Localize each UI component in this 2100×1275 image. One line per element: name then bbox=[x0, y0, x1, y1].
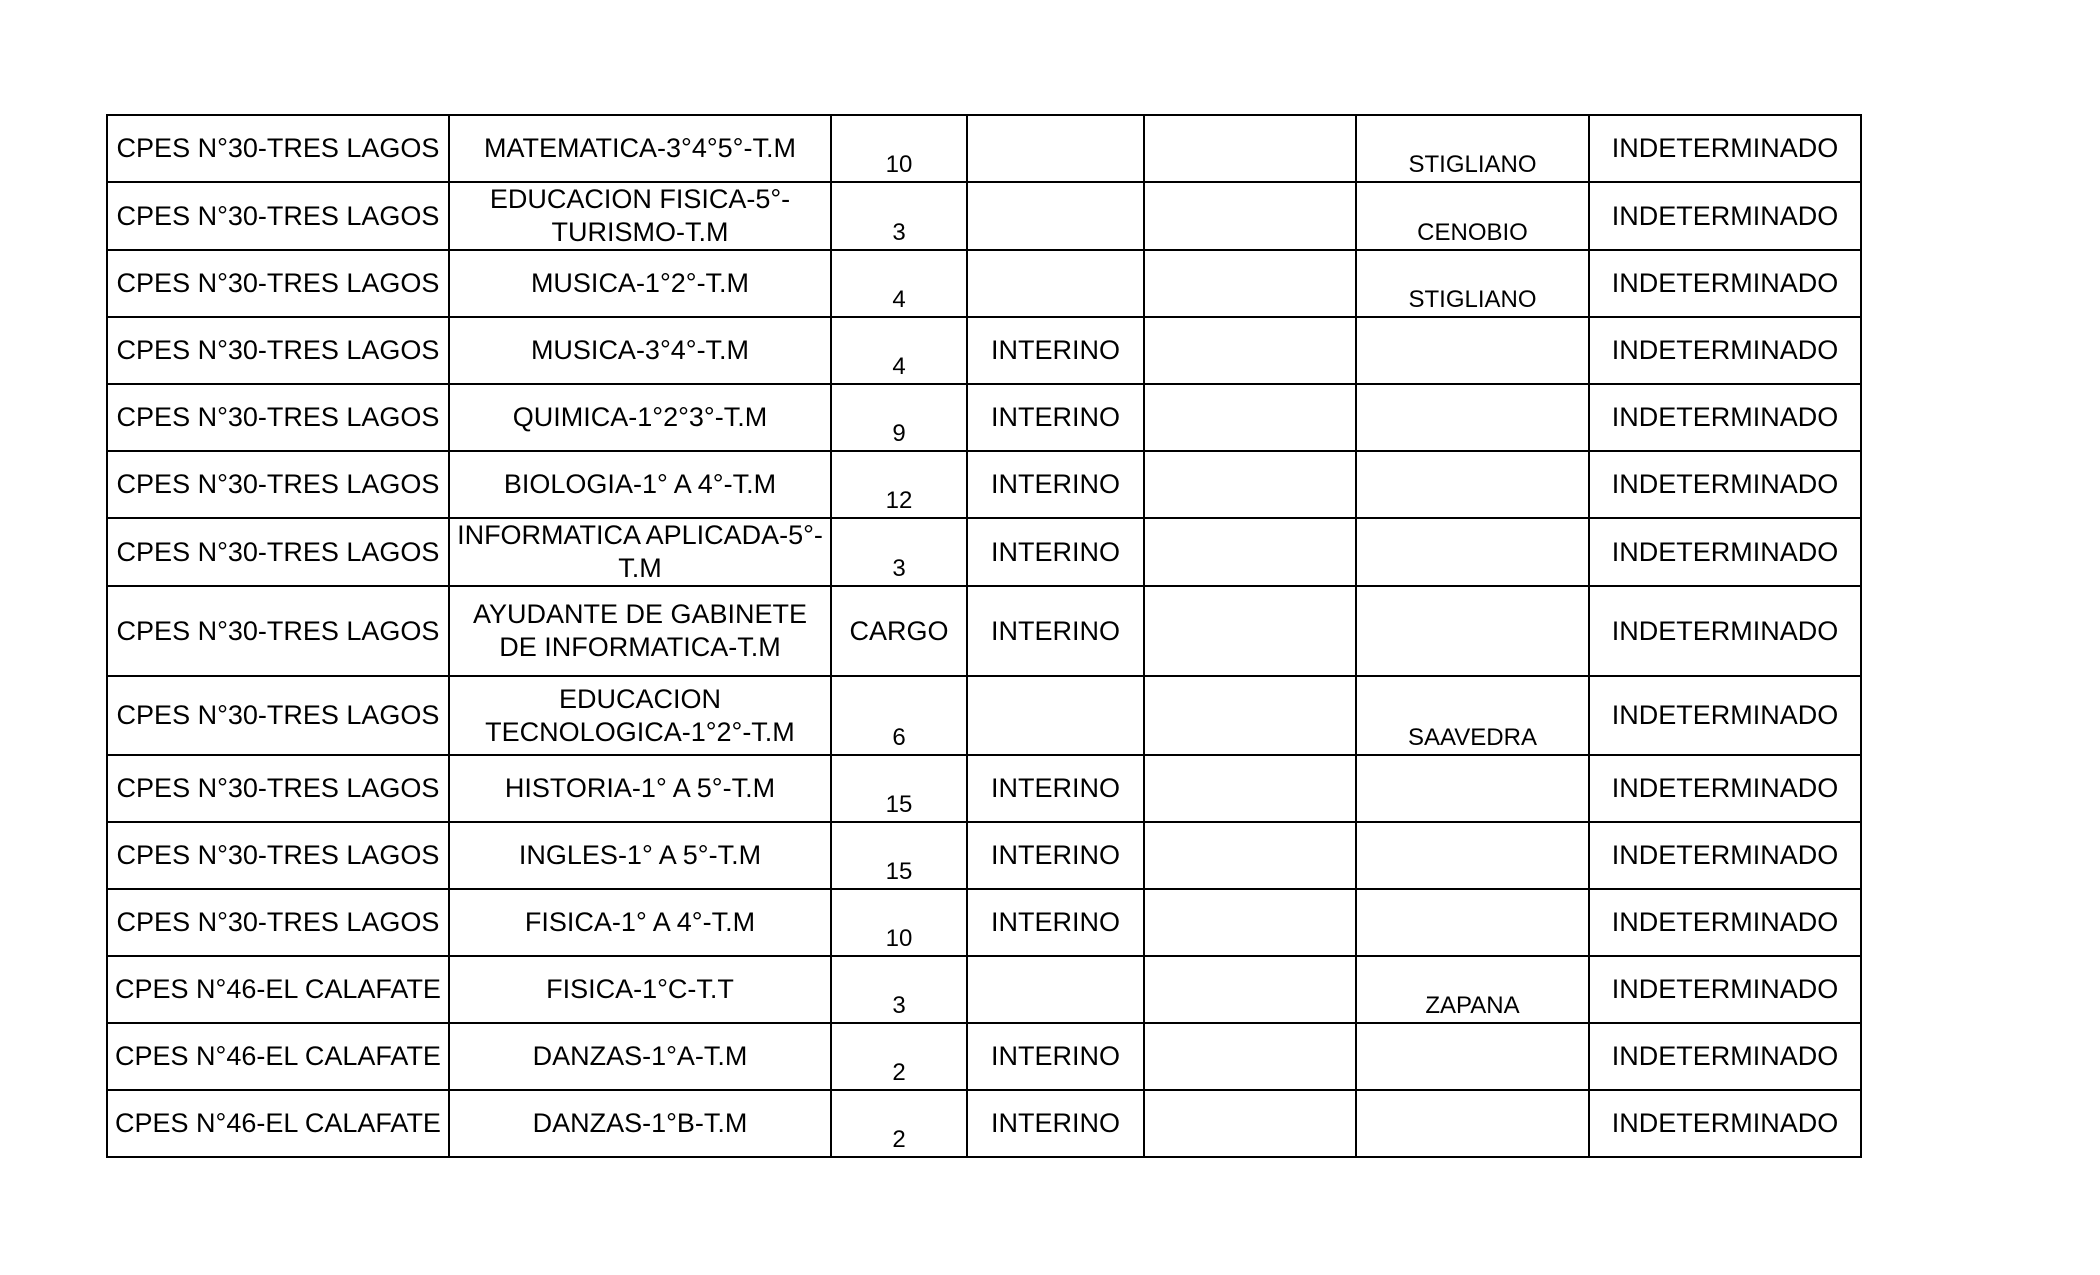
subject-cell: AYUDANTE DE GABINETE DE INFORMATICA-T.M bbox=[449, 586, 831, 676]
status-cell: INTERINO bbox=[967, 518, 1144, 586]
hours-cell: 10 bbox=[831, 115, 967, 182]
school-cell: CPES N°30-TRES LAGOS bbox=[107, 115, 449, 182]
name-cell bbox=[1356, 518, 1589, 586]
subject-cell: BIOLOGIA-1° A 4°-T.M bbox=[449, 451, 831, 518]
school-cell: CPES N°30-TRES LAGOS bbox=[107, 755, 449, 822]
extra-cell bbox=[1144, 586, 1356, 676]
extra-cell bbox=[1144, 676, 1356, 755]
extra-cell bbox=[1144, 1090, 1356, 1157]
period-cell: INDETERMINADO bbox=[1589, 518, 1861, 586]
status-cell: INTERINO bbox=[967, 586, 1144, 676]
subject-cell: DANZAS-1°A-T.M bbox=[449, 1023, 831, 1090]
extra-cell bbox=[1144, 956, 1356, 1023]
table-row bbox=[107, 889, 1861, 956]
name-cell bbox=[1356, 586, 1589, 676]
school-cell: CPES N°30-TRES LAGOS bbox=[107, 518, 449, 586]
school-cell: CPES N°46-EL CALAFATE bbox=[107, 1090, 449, 1157]
hours-cell: 4 bbox=[831, 317, 967, 384]
table-row bbox=[107, 755, 1861, 822]
hours-cell: 9 bbox=[831, 384, 967, 451]
name-cell bbox=[1356, 1090, 1589, 1157]
subject-cell: DANZAS-1°B-T.M bbox=[449, 1090, 831, 1157]
status-cell: INTERINO bbox=[967, 1090, 1144, 1157]
table-row bbox=[107, 1023, 1861, 1090]
extra-cell bbox=[1144, 182, 1356, 250]
school-cell: CPES N°46-EL CALAFATE bbox=[107, 956, 449, 1023]
period-cell: INDETERMINADO bbox=[1589, 384, 1861, 451]
name-cell: ZAPANA bbox=[1356, 956, 1589, 1023]
name-cell: SAAVEDRA bbox=[1356, 676, 1589, 755]
status-cell bbox=[967, 250, 1144, 317]
hours-cell: 2 bbox=[831, 1090, 967, 1157]
school-cell: CPES N°30-TRES LAGOS bbox=[107, 182, 449, 250]
school-cell: CPES N°30-TRES LAGOS bbox=[107, 586, 449, 676]
school-cell: CPES N°30-TRES LAGOS bbox=[107, 889, 449, 956]
period-cell: INDETERMINADO bbox=[1589, 182, 1861, 250]
name-cell bbox=[1356, 889, 1589, 956]
status-cell bbox=[967, 956, 1144, 1023]
hours-cell: 3 bbox=[831, 518, 967, 586]
hours-cell: 4 bbox=[831, 250, 967, 317]
status-cell: INTERINO bbox=[967, 451, 1144, 518]
extra-cell bbox=[1144, 1023, 1356, 1090]
table-row bbox=[107, 115, 1861, 182]
status-cell bbox=[967, 676, 1144, 755]
extra-cell bbox=[1144, 451, 1356, 518]
subject-cell: MATEMATICA-3°4°5°-T.M bbox=[449, 115, 831, 182]
name-cell: STIGLIANO bbox=[1356, 250, 1589, 317]
extra-cell bbox=[1144, 250, 1356, 317]
school-cell: CPES N°46-EL CALAFATE bbox=[107, 1023, 449, 1090]
subject-cell: FISICA-1° A 4°-T.M bbox=[449, 889, 831, 956]
name-cell: CENOBIO bbox=[1356, 182, 1589, 250]
school-cell: CPES N°30-TRES LAGOS bbox=[107, 451, 449, 518]
table-row bbox=[107, 1090, 1861, 1157]
period-cell: INDETERMINADO bbox=[1589, 115, 1861, 182]
status-cell: INTERINO bbox=[967, 822, 1144, 889]
hours-cell: 10 bbox=[831, 889, 967, 956]
table-row bbox=[107, 822, 1861, 889]
hours-cell: 15 bbox=[831, 822, 967, 889]
table-row bbox=[107, 317, 1861, 384]
hours-cell: CARGO bbox=[831, 586, 967, 676]
subject-cell: MUSICA-3°4°-T.M bbox=[449, 317, 831, 384]
name-cell bbox=[1356, 755, 1589, 822]
vacancies-table bbox=[106, 114, 1862, 1158]
hours-cell: 3 bbox=[831, 182, 967, 250]
status-cell: INTERINO bbox=[967, 889, 1144, 956]
table-row bbox=[107, 182, 1861, 250]
table-row bbox=[107, 676, 1861, 755]
subject-cell: FISICA-1°C-T.T bbox=[449, 956, 831, 1023]
school-cell: CPES N°30-TRES LAGOS bbox=[107, 317, 449, 384]
extra-cell bbox=[1144, 822, 1356, 889]
table-row bbox=[107, 956, 1861, 1023]
subject-cell: HISTORIA-1° A 5°-T.M bbox=[449, 755, 831, 822]
status-cell bbox=[967, 182, 1144, 250]
hours-cell: 12 bbox=[831, 451, 967, 518]
hours-cell: 2 bbox=[831, 1023, 967, 1090]
status-cell: INTERINO bbox=[967, 384, 1144, 451]
subject-cell: EDUCACION TECNOLOGICA-1°2°-T.M bbox=[449, 676, 831, 755]
subject-cell: INGLES-1° A 5°-T.M bbox=[449, 822, 831, 889]
period-cell: INDETERMINADO bbox=[1589, 317, 1861, 384]
status-cell: INTERINO bbox=[967, 755, 1144, 822]
school-cell: CPES N°30-TRES LAGOS bbox=[107, 676, 449, 755]
hours-cell: 6 bbox=[831, 676, 967, 755]
name-cell bbox=[1356, 451, 1589, 518]
name-cell bbox=[1356, 317, 1589, 384]
period-cell: INDETERMINADO bbox=[1589, 1090, 1861, 1157]
table-body bbox=[107, 115, 1861, 1157]
hours-cell: 15 bbox=[831, 755, 967, 822]
status-cell bbox=[967, 115, 1144, 182]
school-cell: CPES N°30-TRES LAGOS bbox=[107, 384, 449, 451]
school-cell: CPES N°30-TRES LAGOS bbox=[107, 250, 449, 317]
extra-cell bbox=[1144, 384, 1356, 451]
school-cell: CPES N°30-TRES LAGOS bbox=[107, 822, 449, 889]
period-cell: INDETERMINADO bbox=[1589, 822, 1861, 889]
table-row bbox=[107, 586, 1861, 676]
period-cell: INDETERMINADO bbox=[1589, 451, 1861, 518]
extra-cell bbox=[1144, 755, 1356, 822]
status-cell: INTERINO bbox=[967, 317, 1144, 384]
subject-cell: INFORMATICA APLICADA-5°-T.M bbox=[449, 518, 831, 586]
status-cell: INTERINO bbox=[967, 1023, 1144, 1090]
period-cell: INDETERMINADO bbox=[1589, 250, 1861, 317]
subject-cell: MUSICA-1°2°-T.M bbox=[449, 250, 831, 317]
name-cell bbox=[1356, 822, 1589, 889]
extra-cell bbox=[1144, 115, 1356, 182]
period-cell: INDETERMINADO bbox=[1589, 586, 1861, 676]
hours-cell: 3 bbox=[831, 956, 967, 1023]
period-cell: INDETERMINADO bbox=[1589, 676, 1861, 755]
extra-cell bbox=[1144, 317, 1356, 384]
table-row bbox=[107, 518, 1861, 586]
extra-cell bbox=[1144, 889, 1356, 956]
table-row bbox=[107, 250, 1861, 317]
extra-cell bbox=[1144, 518, 1356, 586]
name-cell: STIGLIANO bbox=[1356, 115, 1589, 182]
period-cell: INDETERMINADO bbox=[1589, 755, 1861, 822]
table-row bbox=[107, 384, 1861, 451]
period-cell: INDETERMINADO bbox=[1589, 889, 1861, 956]
table-row bbox=[107, 451, 1861, 518]
subject-cell: EDUCACION FISICA-5°-TURISMO-T.M bbox=[449, 182, 831, 250]
period-cell: INDETERMINADO bbox=[1589, 956, 1861, 1023]
subject-cell: QUIMICA-1°2°3°-T.M bbox=[449, 384, 831, 451]
name-cell bbox=[1356, 384, 1589, 451]
name-cell bbox=[1356, 1023, 1589, 1090]
period-cell: INDETERMINADO bbox=[1589, 1023, 1861, 1090]
